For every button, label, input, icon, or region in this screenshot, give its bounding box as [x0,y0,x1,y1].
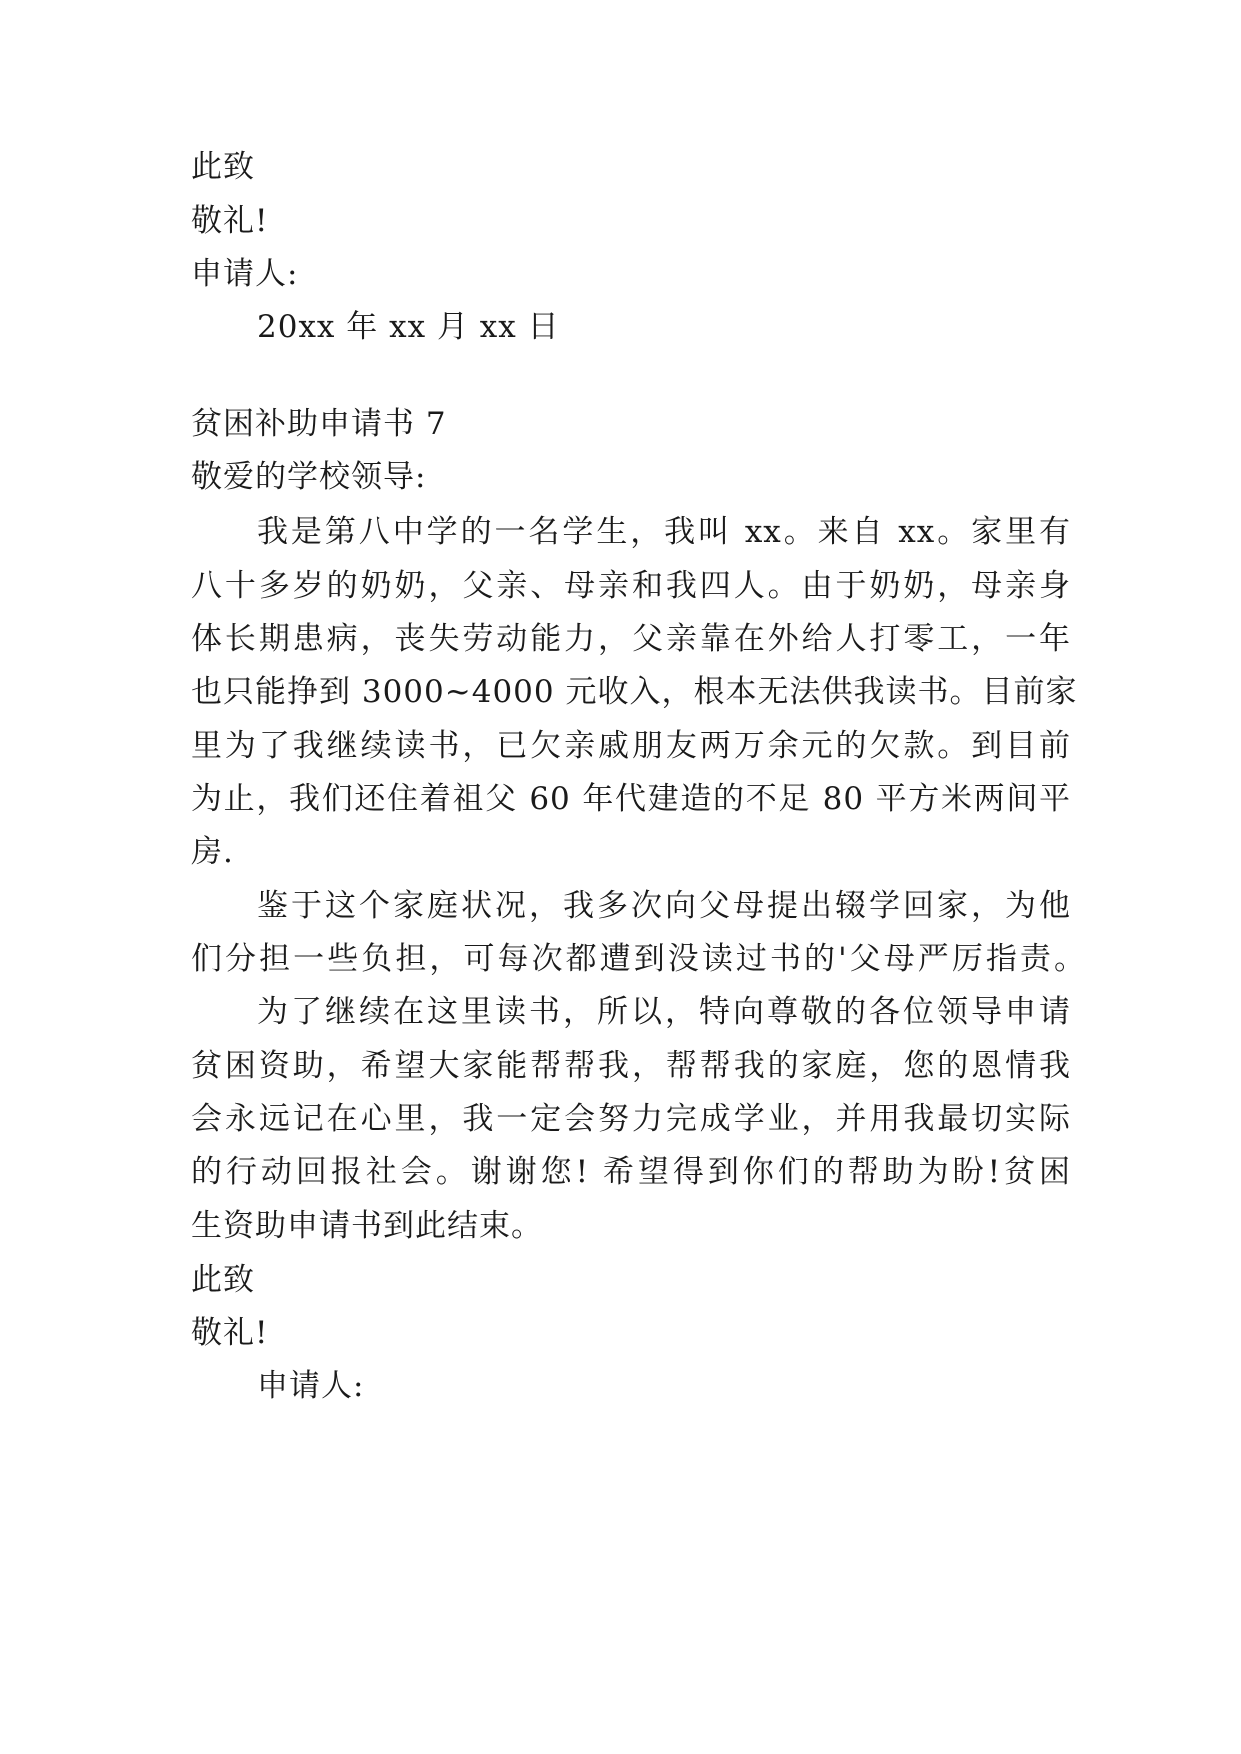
closing-regards: 敬礼! [191,1315,269,1351]
closing-salutation: 此致 [191,1262,255,1298]
paragraph-line: 为止，我们还住着祖父 60 年代建造的不足 80 平方米两间平 [191,781,1071,817]
paragraph-line: 为了继续在这里读书，所以，特向尊敬的各位领导申请 [257,994,1071,1030]
paragraph-line: 也只能挣到 3000~4000 元收入，根本无法供我读书。目前家 [191,674,1078,710]
closing-salutation: 此致 [191,149,255,185]
paragraph-line: 的行动回报社会。谢谢您! 希望得到你们的帮助为盼!贫困 [191,1154,1071,1190]
paragraph-line: 我是第八中学的一名学生，我叫 xx。来自 xx。家里有 [257,514,1071,550]
paragraph-line: 房. [191,834,234,870]
applicant-label: 申请人: [257,1368,365,1404]
applicant-label: 申请人: [191,256,299,292]
paragraph-line: 们分担一些负担，可每次都遭到没读过书的'父母严厉指责。 [191,941,1086,977]
closing-regards: 敬礼! [191,203,269,239]
paragraph-line: 里为了我继续读书，已欠亲戚朋友两万余元的欠款。到目前 [191,728,1071,764]
paragraph-line: 会永远记在心里，我一定会努力完成学业，并用我最切实际 [191,1101,1071,1137]
letter-greeting: 敬爱的学校领导: [191,459,427,495]
letter-title: 贫困补助申请书 7 [191,406,447,442]
paragraph-line: 生资助申请书到此结束。 [191,1208,543,1244]
date-line: 20xx 年 xx 月 xx 日 [257,309,560,345]
paragraph-line: 贫困资助，希望大家能帮帮我，帮帮我的家庭，您的恩情我 [191,1048,1071,1084]
paragraph-line: 鉴于这个家庭状况，我多次向父母提出辍学回家，为他 [257,888,1071,924]
paragraph-line: 八十多岁的奶奶，父亲、母亲和我四人。由于奶奶，母亲身 [191,568,1071,604]
paragraph-line: 体长期患病，丧失劳动能力，父亲靠在外给人打零工，一年 [191,621,1071,657]
